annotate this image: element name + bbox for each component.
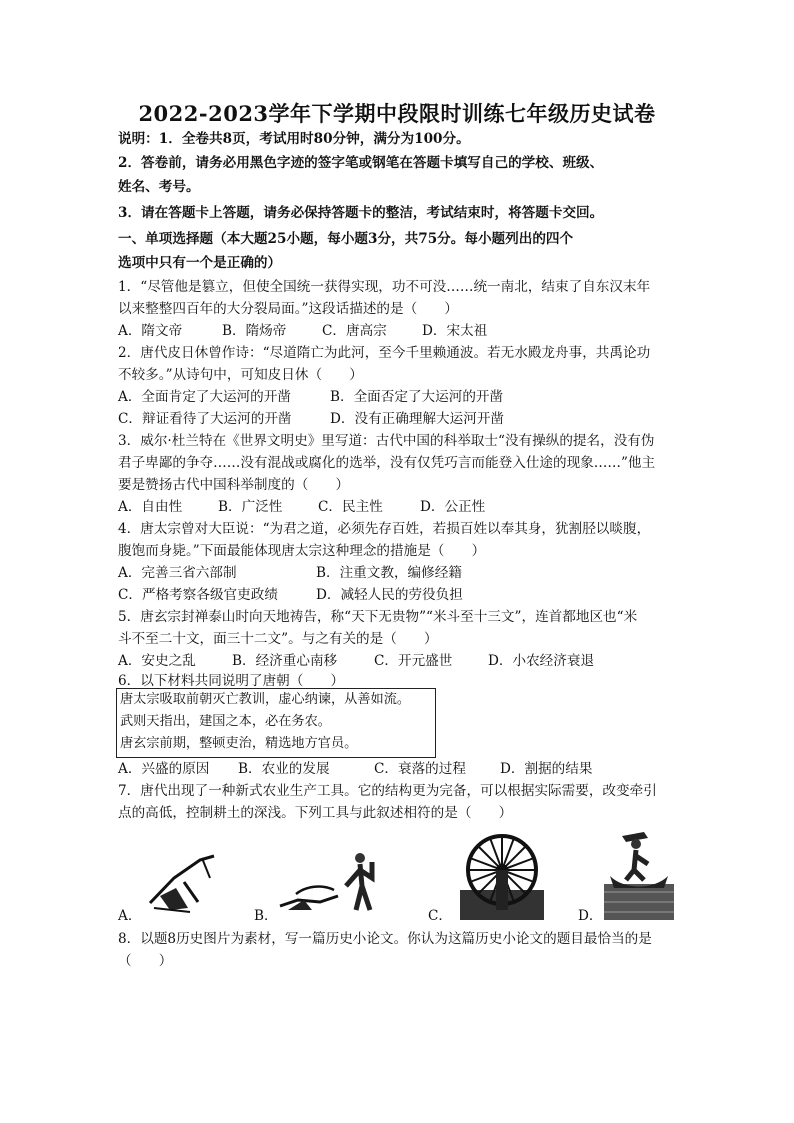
- q6-stem: 6．以下材料共同说明了唐朝（ ）: [118, 673, 345, 689]
- q7-option-b[interactable]: B．: [254, 908, 278, 924]
- plow-icon[interactable]: [140, 848, 220, 918]
- q1-option-d[interactable]: D．宋太祖: [422, 323, 488, 339]
- q6-option-a[interactable]: A．兴盛的原因: [118, 761, 210, 777]
- section-heading: 一、单项选择题（本大题25小题，每小题3分，共75分。每小题列出的四个: [118, 231, 574, 247]
- instruction-4: 3．请在答题卡上答题，请务必保持答题卡的整洁，考试结束时，将答题卡交回。: [118, 205, 604, 221]
- q5-option-d[interactable]: D．小农经济衰退: [488, 653, 595, 669]
- q7-option-d[interactable]: D．: [578, 908, 603, 924]
- q5-option-a[interactable]: A．安史之乱: [118, 653, 196, 669]
- q2-stem-2: 不较多。”从诗句中，可知皮日休（ ）: [118, 367, 363, 383]
- q1-stem-2: 以来整整四百年的大分裂局面。”这段话描述的是（ ）: [118, 301, 458, 317]
- q6-option-b[interactable]: B．农业的发展: [238, 761, 330, 777]
- q5-stem-2: 斗不至二十文，面三十二文”。与之有关的是（ ）: [118, 631, 438, 647]
- q1-option-b[interactable]: B．隋炀帝: [222, 323, 287, 339]
- q7-stem-2: 点的高低，控制耕土的深浅。下列工具与此叙述相符的是（ ）: [118, 805, 513, 821]
- q2-option-d[interactable]: D．没有正确理解大运河开凿: [330, 411, 505, 427]
- q6-option-d[interactable]: D．割据的结果: [500, 761, 593, 777]
- q1-stem-1: 1．“尽管他是篡立，但使全国统一获得实现，功不可没……统一南北，结束了自东汉末年: [118, 279, 651, 295]
- q7-option-a[interactable]: A．: [118, 908, 142, 924]
- waterwheel-icon[interactable]: [460, 830, 544, 920]
- q4-stem-2: 腹饱而身毙。”下面最能体现唐太宗这种理念的措施是（ ）: [118, 543, 486, 559]
- instruction-3: 姓名、考号。: [118, 179, 200, 195]
- q5-option-c[interactable]: C．开元盛世: [374, 653, 453, 669]
- q3-option-b[interactable]: B．广泛性: [218, 499, 283, 515]
- q3-stem-2: 君子卑鄙的争夺……没有混战或腐化的选举，没有仅凭巧言而能登入仕途的现象……”他主: [118, 455, 656, 471]
- q2-stem-1: 2．唐代皮日休曾作诗：“尽道隋亡为此河，至今千里赖通波。若无水殿龙舟事，共禹论功: [118, 345, 651, 361]
- q2-option-c[interactable]: C．辩证看待了大运河的开凿: [118, 411, 292, 427]
- treadle-icon[interactable]: [604, 830, 674, 920]
- q3-stem-1: 3．威尔·杜兰特在《世界文明史》里写道：古代中国的科举取士“没有操纵的提名，没有伪: [118, 433, 655, 449]
- q7-option-c[interactable]: C．: [428, 908, 452, 924]
- curved-plow-icon[interactable]: [276, 850, 386, 916]
- q3-stem-3: 要是赞扬古代中国科举制度的（ ）: [118, 477, 350, 493]
- q5-stem-1: 5．唐玄宗封禅泰山时向天地祷告，称“天下无贵物”“米斗至十三文”，连首都地区也“米: [118, 609, 638, 625]
- q4-option-b[interactable]: B．注重文教，编修经籍: [316, 565, 462, 581]
- q1-option-c[interactable]: C．唐高宗: [322, 323, 387, 339]
- q3-option-c[interactable]: C．民主性: [318, 499, 383, 515]
- section-heading-cont: 选项中只有一个是正确的）: [118, 255, 282, 271]
- page-title: 2022-2023学年下学期中段限时训练七年级历史试卷: [138, 101, 656, 126]
- q6-material-2: 武则天指出，建国之本，必在务农。: [120, 714, 331, 729]
- q5-option-b[interactable]: B．经济重心南移: [232, 653, 338, 669]
- q7-stem-1: 7．唐代出现了一种新式农业生产工具。它的结构更为完备，可以根据实际需要，改变牵引: [118, 783, 657, 799]
- q6-material-box: [116, 688, 436, 758]
- q1-option-a[interactable]: A．隋文帝: [118, 323, 183, 339]
- q4-option-a[interactable]: A．完善三省六部制: [118, 565, 237, 581]
- q6-option-c[interactable]: C．衰落的过程: [374, 761, 466, 777]
- q3-option-d[interactable]: D．公正性: [420, 499, 486, 515]
- q2-option-a[interactable]: A．全面肯定了大运河的开凿: [118, 389, 291, 405]
- q4-option-d[interactable]: D．减轻人民的劳役负担: [316, 587, 463, 603]
- q6-material-3: 唐玄宗前期，整顿吏治，精选地方官员。: [120, 736, 358, 751]
- q8-stem-2: （ ）: [118, 953, 173, 969]
- q2-option-b[interactable]: B．全面否定了大运河的开凿: [330, 389, 504, 405]
- q4-stem-1: 4．唐太宗曾对大臣说：“为君之道，必须先存百姓，若损百姓以奉其身，犹割胫以啖腹，: [118, 521, 651, 537]
- q8-stem-1: 8．以题8历史图片为素材，写一篇历史小论文。你认为这篇历史小论文的题目最恰当的是: [118, 931, 652, 947]
- q6-material-1: 唐太宗吸取前朝灭亡教训，虚心纳谏，从善如流。: [120, 692, 411, 707]
- instruction-1: 说明：1．全卷共8页，考试用时80分钟，满分为100分。: [118, 131, 470, 147]
- instruction-2: 2．答卷前，请务必用黑色字迹的签字笔或钢笔在答题卡填写自己的学校、班级、: [118, 155, 604, 171]
- q4-option-c[interactable]: C．严格考察各级官吏政绩: [118, 587, 278, 603]
- q3-option-a[interactable]: A．自由性: [118, 499, 183, 515]
